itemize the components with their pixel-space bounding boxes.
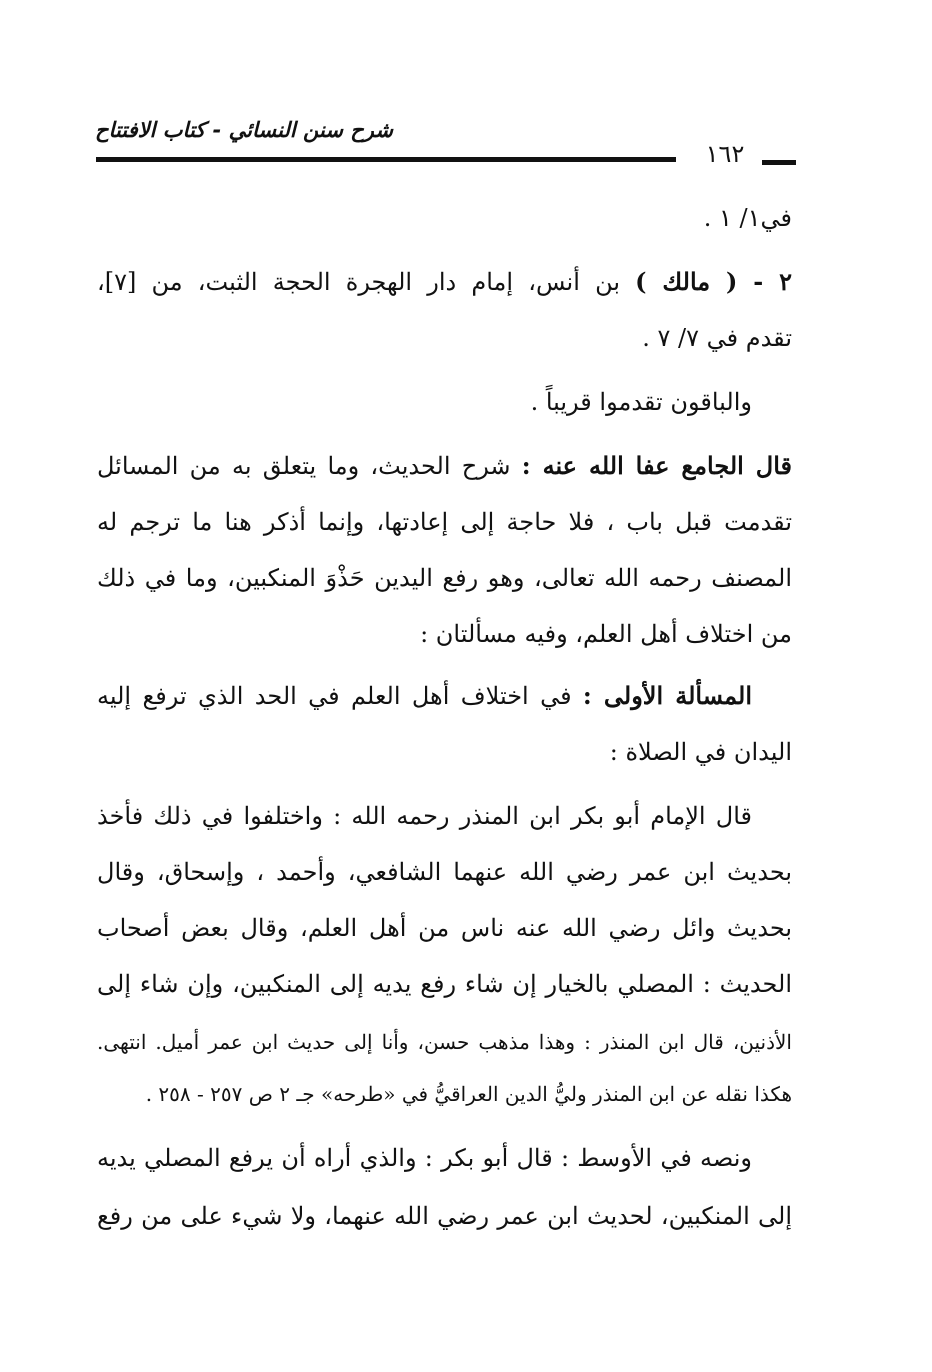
text-line-7: المصنف رحمه الله تعالى، وهو رفع اليدين حَذْوَ المنكبين، وما في ذلك: [97, 564, 792, 592]
text-line-18: إلى المنكبين، لحديث ابن عمر رضي الله عنهما، ولا شيء على من رفع: [97, 1202, 792, 1230]
text-line-14: الحديث : المصلي بالخيار إن شاء رفع يديه إلى المنكبين، وإن شاء إلى: [97, 970, 792, 998]
text-line-9: [97, 676, 752, 716]
header-rule-long: [96, 157, 676, 162]
text-line-16: هكذا نقله عن ابن المنذر وليُّ الدين العراقيُّ في «طرحه» جـ ٢ ص ٢٥٧ - ٢٥٨ .: [145, 1082, 792, 1106]
text-line-4: والباقون تقدموا قريباً .: [530, 388, 752, 416]
section-heading-author: قال الجامع عفا الله عنه :: [521, 451, 792, 480]
text-line-2-rest: بن أنس، إمام دار الهجرة الحجة الثبت، من [٧]،: [97, 268, 636, 296]
text-line-17: ونصه في الأوسط : قال أبو بكر : والذي أراه أن يرفع المصلي يديه: [97, 1144, 752, 1172]
text-line-15: الأذنين، قال ابن المنذر : وهذا مذهب حسن، وأنا إلى حديث ابن عمر أميل. انتهى.: [97, 1030, 792, 1054]
running-header-title: شرح سنن النسائي - كتاب الافتتاح: [95, 118, 393, 142]
text-line-5-rest: شرح الحديث، وما يتعلق به من المسائل: [97, 452, 522, 480]
text-line-8: من اختلاف أهل العلم، وفيه مسألتان :: [420, 620, 792, 648]
text-line-10: اليدان في الصلاة :: [609, 738, 792, 766]
text-line-9-rest: في اختلاف أهل العلم في الحد الذي ترفع إليه: [97, 682, 583, 710]
text-line-1: في١/ ١ .: [703, 204, 792, 232]
text-line-5: [97, 446, 792, 486]
page-number: ١٦٢: [705, 140, 745, 168]
text-line-2: [97, 262, 792, 302]
text-line-12: بحديث ابن عمر رضي الله عنهما الشافعي، وأحمد ، وإسحاق، وقال: [97, 858, 792, 886]
header-rule-short: [762, 160, 796, 165]
text-line-3: تقدم في ٧/ ٧ .: [642, 324, 792, 352]
issue-heading-first: المسألة الأولى :: [582, 681, 752, 710]
narrator-name: ٢ - ( مالك ): [635, 267, 792, 296]
text-line-11: قال الإمام أبو بكر ابن المنذر رحمه الله : واختلفوا في ذلك فأخذ: [97, 802, 752, 830]
text-line-13: بحديث وائل رضي الله عنه ناس من أهل العلم، وقال بعض أصحاب: [97, 914, 792, 942]
text-line-6: تقدمت قبل باب ، فلا حاجة إلى إعادتها، وإنما أذكر هنا ما ترجم له: [97, 508, 792, 536]
